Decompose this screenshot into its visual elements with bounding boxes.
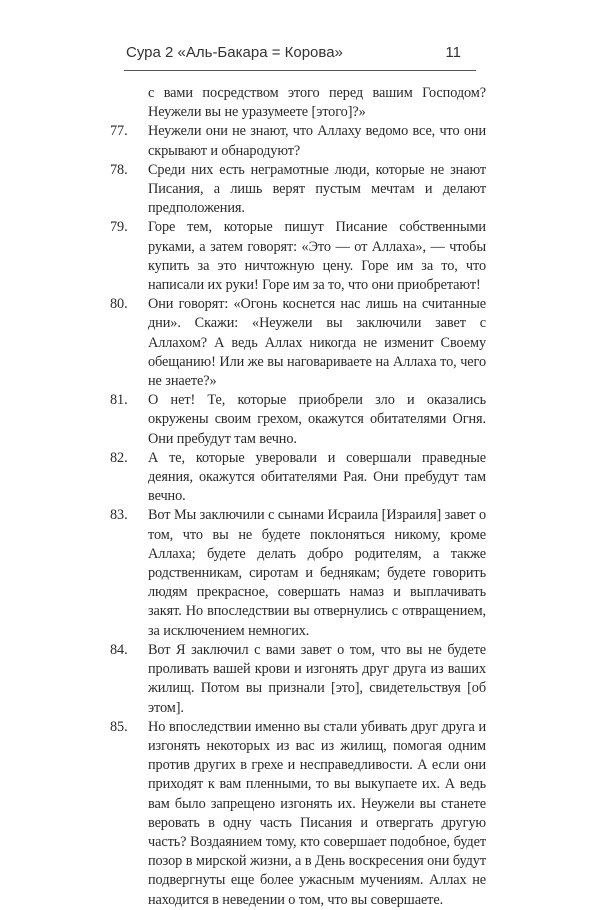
verse-number: 82. bbox=[110, 449, 128, 466]
verse-text: А те, которые уверовали и совершали праведные деяния, окажутся обитателями Рая. Они пребудут там вечно. bbox=[148, 449, 486, 505]
verse-number: 78. bbox=[110, 161, 128, 178]
chapter-title: Сура 2 «Аль-Бакара = Корова» bbox=[126, 44, 343, 61]
header-rule bbox=[124, 70, 476, 71]
running-header bbox=[124, 44, 467, 66]
verse-text: Вот Мы заключили с сынами Исраила [Израиля] завет о том, что вы не будете поклоняться никому, кроме Аллаха; будете делать добро родителям, а также родственникам, сиротам и беднякам; будете говорить людям прекрасное, совершать намаз и выплачивать закят. Но впоследствии вы отвернулись с отвращением, за исключением немногих. bbox=[148, 507, 486, 639]
verse-text: Неужели они не знают, что Аллаху ведомо все, что они скрывают и обнародуют? bbox=[148, 123, 486, 159]
verse-number: 84. bbox=[110, 641, 128, 658]
verse-text: Они говорят: «Огонь коснется нас лишь на считанные дни». Скажи: «Неужели вы заключили завет с Аллахом? А ведь Аллах никогда не изменит Своему обещанию! Или же вы наговариваете на Аллаха то, чего не знаете?» bbox=[148, 296, 486, 390]
verse-text: Среди них есть неграмотные люди, которые не знают Писания, а лишь верят пустым мечтам и делают предположения. bbox=[148, 161, 486, 217]
verse-79 bbox=[110, 218, 486, 295]
verse-text: Но впоследствии именно вы стали убивать друг друга и изгонять некоторых из вас из жилищ, помогая одним против других в грехе и несправедливости. А если они приходят к вам пленными, то вы выкупаете их. А ведь вам было запрещено изгонять их. Неужели вы станете веровать в одну часть Писания и отвергать другую часть? Воздаянием тому, кто совершает подобное, будет позор в мирской жизни, а в День воскресения они будут подвергнуты еще более ужасным мучениям. Аллах не находится в неведении о том, что вы совершаете. bbox=[148, 718, 486, 908]
verse-number: 85. bbox=[110, 718, 128, 735]
verse-number: 80. bbox=[110, 296, 128, 313]
verse-text: О нет! Те, которые приобрели зло и оказались окружены своим грехом, окажутся обитателями Огня. Они пребудут там вечно. bbox=[148, 392, 486, 447]
verse-number: 79. bbox=[110, 219, 128, 236]
verse-number: 81. bbox=[110, 392, 128, 409]
page-body bbox=[110, 84, 486, 910]
verse-number: 83. bbox=[110, 507, 128, 524]
verse-text: Горе тем, которые пишут Писание собственными руками, а затем говорят: «Это — от Аллаха», — чтобы купить за это ничтожную цену. Горе им за то, что написали их руки! Горе им за то, что они приобретают! bbox=[148, 219, 486, 294]
verse-number: 77. bbox=[110, 123, 128, 140]
verse-80 bbox=[110, 295, 486, 391]
verse-83 bbox=[110, 506, 486, 640]
verse-78 bbox=[110, 161, 486, 219]
page-number: 11 bbox=[445, 44, 461, 61]
verse-81 bbox=[110, 391, 486, 449]
verse-text: Вот Я заключил с вами завет о том, что вы не будете проливать вашей крови и изгонять друг друга из ваших жилищ. Потом вы признали [это], свидетельствуя [об этом]. bbox=[148, 641, 486, 716]
continued-verse-text: с вами посредством этого перед вашим Господом? Неужели вы не уразумеете [этого]?» bbox=[148, 85, 486, 121]
verse-85 bbox=[110, 718, 486, 910]
verse-82 bbox=[110, 449, 486, 507]
verse-84 bbox=[110, 641, 486, 718]
verse-77 bbox=[110, 122, 486, 160]
